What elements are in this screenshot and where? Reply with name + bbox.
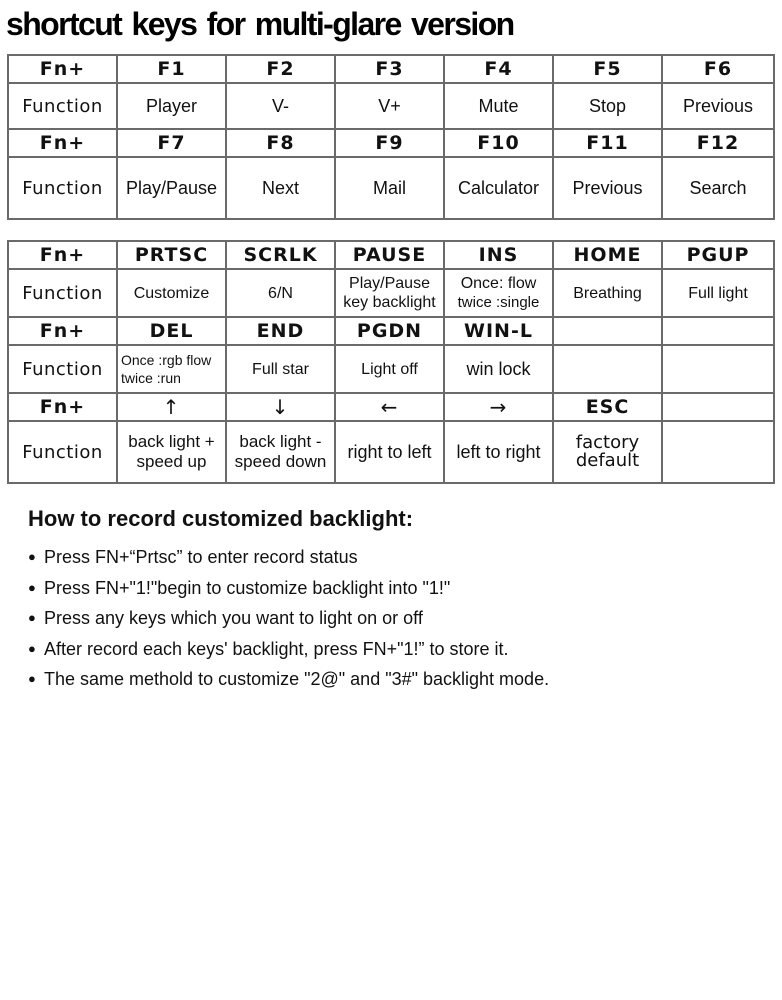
function-label-cell: Function: [8, 421, 117, 483]
howto-section: [28, 504, 768, 695]
list-item-text: Press any keys which you want to light on or off: [44, 608, 423, 628]
function-cell: Customize: [117, 269, 226, 317]
cell-line: back light -: [239, 432, 322, 451]
function-label-cell: Function: [8, 157, 117, 219]
function-cell: 6/N: [226, 269, 335, 317]
empty-cell: [553, 345, 662, 393]
arrow-left-icon: ←: [335, 393, 444, 421]
list-item-text: The same methold to customize "2@" and "3#" backlight mode.: [44, 669, 550, 689]
function-label-cell: Function: [8, 83, 117, 129]
function-cell: [335, 269, 444, 317]
function-cell: Play/Pause: [117, 157, 226, 219]
bullet-icon: ●: [28, 640, 36, 656]
key-header-cell: F1: [117, 55, 226, 83]
key-header-cell: PGUP: [662, 241, 774, 269]
cell-line: factory: [575, 432, 640, 453]
table-row: [8, 83, 774, 129]
cell-line: key backlight: [343, 294, 436, 311]
fkey-shortcut-table: [7, 54, 775, 220]
function-cell: Previous: [662, 83, 774, 129]
key-header-cell: F9: [335, 129, 444, 157]
key-header-cell: F11: [553, 129, 662, 157]
key-header-cell: F6: [662, 55, 774, 83]
key-header-cell: ESC: [553, 393, 662, 421]
function-cell: left to right: [444, 421, 553, 483]
cell-line: twice :run: [121, 370, 181, 386]
cell-line: Once: flow: [460, 275, 537, 292]
fn-header-cell: Fn+: [8, 317, 117, 345]
key-header-cell: HOME: [553, 241, 662, 269]
empty-cell: [662, 421, 774, 483]
function-cell: V+: [335, 83, 444, 129]
table-row: [8, 241, 774, 269]
function-cell: [117, 421, 226, 483]
list-item-text: Press FN+“Prtsc” to enter record status: [44, 547, 358, 567]
bullet-icon: ●: [28, 579, 36, 595]
function-cell: Full light: [662, 269, 774, 317]
cell-line: default: [575, 450, 640, 471]
howto-title: How to record customized backlight:: [28, 506, 414, 531]
function-label-cell: Function: [8, 269, 117, 317]
cell-line: speed down: [234, 452, 327, 471]
page-title: shortcut keys for multi-glare version: [6, 6, 514, 42]
list-item: [28, 542, 768, 573]
empty-cell: [662, 393, 774, 421]
key-header-cell: F5: [553, 55, 662, 83]
table-row: [8, 393, 774, 421]
function-cell: [444, 269, 553, 317]
key-header-cell: SCRLK: [226, 241, 335, 269]
fn-header-cell: Fn+: [8, 55, 117, 83]
table-row: [8, 55, 774, 83]
function-cell: win lock: [444, 345, 553, 393]
table-row: [8, 129, 774, 157]
bullet-icon: ●: [28, 671, 36, 686]
table-row: [8, 317, 774, 345]
list-item: [28, 664, 768, 695]
function-cell: Calculator: [444, 157, 553, 219]
list-item: [28, 573, 768, 604]
key-header-cell: F8: [226, 129, 335, 157]
function-cell: Mute: [444, 83, 553, 129]
bullet-icon: ●: [28, 549, 36, 564]
function-cell: Player: [117, 83, 226, 129]
function-cell: Next: [226, 157, 335, 219]
function-cell: Breathing: [553, 269, 662, 317]
key-header-cell: WIN-L: [444, 317, 553, 345]
key-header-cell: F4: [444, 55, 553, 83]
function-cell: Light off: [335, 345, 444, 393]
table-row: [8, 269, 774, 317]
function-cell: Full star: [226, 345, 335, 393]
function-cell: [117, 345, 226, 393]
function-label-cell: Function: [8, 345, 117, 393]
empty-cell: [553, 317, 662, 345]
function-cell: Stop: [553, 83, 662, 129]
cell-line: back light +: [128, 432, 215, 451]
function-cell: Search: [662, 157, 774, 219]
function-cell: right to left: [335, 421, 444, 483]
key-header-cell: F10: [444, 129, 553, 157]
empty-cell: [662, 345, 774, 393]
special-key-shortcut-table: [7, 240, 775, 484]
cell-line: Play/Pause: [349, 275, 430, 292]
cell-line: Once :rgb flow: [121, 352, 212, 368]
key-header-cell: END: [226, 317, 335, 345]
key-header-cell: PAUSE: [335, 241, 444, 269]
bullet-icon: ●: [28, 610, 36, 625]
cell-line: twice :single: [457, 294, 540, 311]
key-header-cell: F7: [117, 129, 226, 157]
function-cell: V-: [226, 83, 335, 129]
list-item-text: After record each keys' backlight, press FN+"1!” to store it.: [44, 638, 509, 659]
fn-header-cell: Fn+: [8, 241, 117, 269]
arrow-up-icon: ↑: [117, 393, 226, 421]
list-item: [28, 634, 768, 665]
key-header-cell: INS: [444, 241, 553, 269]
empty-cell: [662, 317, 774, 345]
list-item-text: Press FN+"1!"begin to customize backlight into "1!": [44, 577, 451, 598]
list-item: [28, 603, 768, 634]
key-header-cell: PRTSC: [117, 241, 226, 269]
function-cell: Previous: [553, 157, 662, 219]
function-cell: [553, 421, 662, 483]
table-row: [8, 157, 774, 219]
function-cell: Mail: [335, 157, 444, 219]
key-header-cell: F3: [335, 55, 444, 83]
key-header-cell: F12: [662, 129, 774, 157]
arrow-right-icon: →: [444, 393, 553, 421]
fn-header-cell: Fn+: [8, 393, 117, 421]
table-row: [8, 421, 774, 483]
cell-line: speed up: [136, 452, 207, 471]
fn-header-cell: Fn+: [8, 129, 117, 157]
key-header-cell: DEL: [117, 317, 226, 345]
table-row: [8, 345, 774, 393]
arrow-down-icon: ↓: [226, 393, 335, 421]
function-cell: [226, 421, 335, 483]
howto-list: [28, 542, 768, 695]
key-header-cell: F2: [226, 55, 335, 83]
key-header-cell: PGDN: [335, 317, 444, 345]
